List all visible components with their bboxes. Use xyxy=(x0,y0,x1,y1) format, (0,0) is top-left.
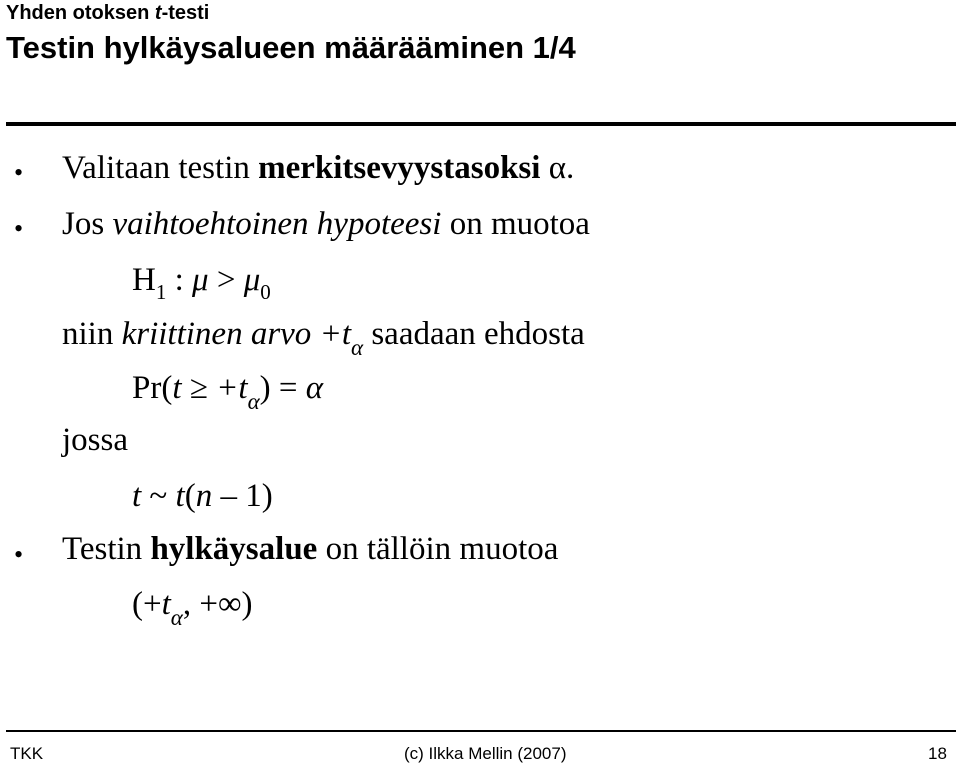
prob-t: t xyxy=(172,370,182,406)
series-title xyxy=(6,2,209,25)
dist-t: t xyxy=(132,478,142,514)
hypothesis-formula xyxy=(132,262,271,304)
hypothesis-h: H xyxy=(132,262,156,298)
prob-ge: ≥ xyxy=(181,370,217,406)
prob-t-sub: α xyxy=(247,389,260,414)
prob-b: ) = xyxy=(259,370,306,406)
hypothesis-h-sub: 1 xyxy=(155,280,167,304)
line1-text-bold: merkitsevyystasoksi xyxy=(258,150,541,186)
title-divider xyxy=(6,122,956,126)
line4-text-d: saadaan ehdosta xyxy=(363,316,585,352)
region-b: , +∞) xyxy=(182,586,253,622)
line-significance-level xyxy=(62,152,574,185)
bullet-1: • xyxy=(14,158,24,187)
footer-center: (c) Ilkka Mellin (2007) xyxy=(404,744,567,763)
line8-text-c: on tällöin muotoa xyxy=(317,531,559,567)
hypothesis-colon: : xyxy=(166,262,193,298)
probability-formula xyxy=(132,370,324,414)
prob-alpha: α xyxy=(305,370,324,406)
series-title-prefix: Yhden otoksen xyxy=(6,2,155,24)
region-formula xyxy=(132,586,253,630)
prob-plus-t: +t xyxy=(216,370,248,406)
dist-paren: ( xyxy=(184,478,196,514)
hypothesis-mu0-sub: 0 xyxy=(260,280,271,304)
slide-title: Testin hylkäysalueen määrääminen 1/4 xyxy=(6,30,576,65)
line4-text-a: niin xyxy=(62,316,122,352)
line4-t: +t xyxy=(311,316,351,352)
line-critical-value xyxy=(62,316,585,360)
line1-text-alpha: α. xyxy=(540,150,575,186)
footer-left: TKK xyxy=(10,744,44,763)
line-rejection-region xyxy=(62,533,558,566)
bullet-3: • xyxy=(14,540,24,569)
dist-tilde: ~ xyxy=(141,478,176,514)
hypothesis-gt: > xyxy=(208,262,244,298)
region-t: t xyxy=(161,586,171,622)
series-title-suffix: -testi xyxy=(161,2,210,24)
line2-text-a: Jos xyxy=(62,206,113,242)
dist-minus: – 1) xyxy=(212,478,273,514)
distribution-formula xyxy=(132,480,273,513)
dist-t2: t xyxy=(175,478,185,514)
line4-text-italic: kriittinen arvo xyxy=(121,316,312,352)
region-a: (+ xyxy=(132,586,162,622)
line-jossa: jossa xyxy=(62,422,128,458)
footer-page-number: 18 xyxy=(928,744,947,763)
footer-divider xyxy=(6,730,956,732)
region-t-sub: α xyxy=(170,605,183,630)
prob-a: Pr( xyxy=(132,370,173,406)
series-title-t: t xyxy=(154,2,162,24)
bullet-2: • xyxy=(14,214,24,243)
line8-text-a: Testin xyxy=(62,531,151,567)
line8-text-bold: hylkäysalue xyxy=(150,531,318,567)
dist-n: n xyxy=(195,478,213,514)
line2-text-c: on muotoa xyxy=(441,206,590,242)
hypothesis-mu: μ xyxy=(192,262,209,298)
line1-text-a: Valitaan testin xyxy=(62,150,259,186)
line4-t-sub: α xyxy=(351,335,364,360)
line-alternative-hypothesis xyxy=(62,208,590,241)
hypothesis-mu0: μ xyxy=(243,262,261,298)
line2-text-italic: vaihtoehtoinen hypoteesi xyxy=(112,206,442,242)
